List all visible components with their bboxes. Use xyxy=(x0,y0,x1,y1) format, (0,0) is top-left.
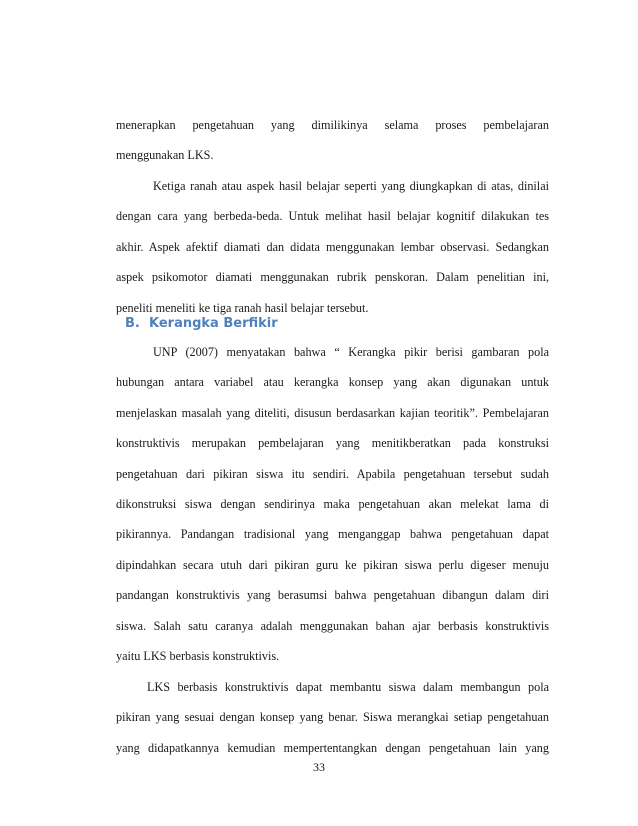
text-line: menjelaskan masalah yang diteliti, disusun berdasarkan kajian teoritik”. Pembelajaran xyxy=(116,405,549,420)
text-line: dipindahkan secara utuh dari pikiran guru ke pikiran siswa perlu digeser menuju xyxy=(116,557,549,572)
text-line: dikonstruksi siswa dengan sendirinya maka pengetahuan akan melekat lama di xyxy=(116,496,549,511)
text-line: siswa. Salah satu caranya adalah menggunakan bahan ajar berbasis konstruktivis xyxy=(116,618,549,633)
text-line: pikirannya. Pandangan tradisional yang menganggap bahwa pengetahuan dapat xyxy=(116,527,549,542)
text-line: aspek psikomotor diamati menggunakan rubrik penskoran. Dalam penelitian ini, xyxy=(116,270,549,285)
text-line: pandangan konstruktivis yang berasumsi bahwa pengetahuan dibangun dalam diri xyxy=(116,588,549,603)
paragraph-continuation xyxy=(116,110,549,171)
page-number: 33 xyxy=(313,760,325,774)
text-line: menggunakan LKS. xyxy=(116,148,214,163)
text-line: menerapkan pengetahuan yang dimilikinya selama proses pembelajaran xyxy=(116,118,549,132)
text-line: pikiran yang sesuai dengan konsep yang benar. Siswa merangkai setiap pengetahuan xyxy=(116,710,549,725)
text-line: peneliti meneliti ke tiga ranah hasil belajar tersebut. xyxy=(116,300,369,315)
section-heading xyxy=(125,316,278,331)
paragraph-framework xyxy=(116,337,549,671)
section-title: Kerangka Berfikir xyxy=(149,316,278,331)
paragraph-lks xyxy=(116,672,549,763)
text-line: Ketiga ranah atau aspek hasil belajar seperti yang diungkapkan di atas, dinilai xyxy=(153,179,549,193)
text-line: pengetahuan dari pikiran siswa itu sendiri. Apabila pengetahuan tersebut sudah xyxy=(116,466,549,481)
text-line: hubungan antara variabel atau kerangka konsep yang akan digunakan untuk xyxy=(116,375,549,390)
text-line: UNP (2007) menyatakan bahwa “ Kerangka pikir berisi gambaran pola xyxy=(153,345,549,359)
text-line: LKS berbasis konstruktivis dapat membantu siswa dalam membangun pola xyxy=(147,680,549,694)
text-line: dengan cara yang berbeda-beda. Untuk melihat hasil belajar kognitif dilakukan tes xyxy=(116,209,549,224)
text-line: yaitu LKS berbasis konstruktivis. xyxy=(116,648,280,663)
text-line: akhir. Aspek afektif diamati dan didata menggunakan lembar observasi. Sedangkan xyxy=(116,239,549,254)
text-line: konstruktivis merupakan pembelajaran yang menitikberatkan pada konstruksi xyxy=(116,436,549,451)
section-number: B. xyxy=(125,316,140,331)
text-line: yang didapatkannya kemudian mempertentangkan dengan pengetahuan lain yang xyxy=(116,740,549,755)
paragraph-learning-outcomes xyxy=(116,171,549,323)
